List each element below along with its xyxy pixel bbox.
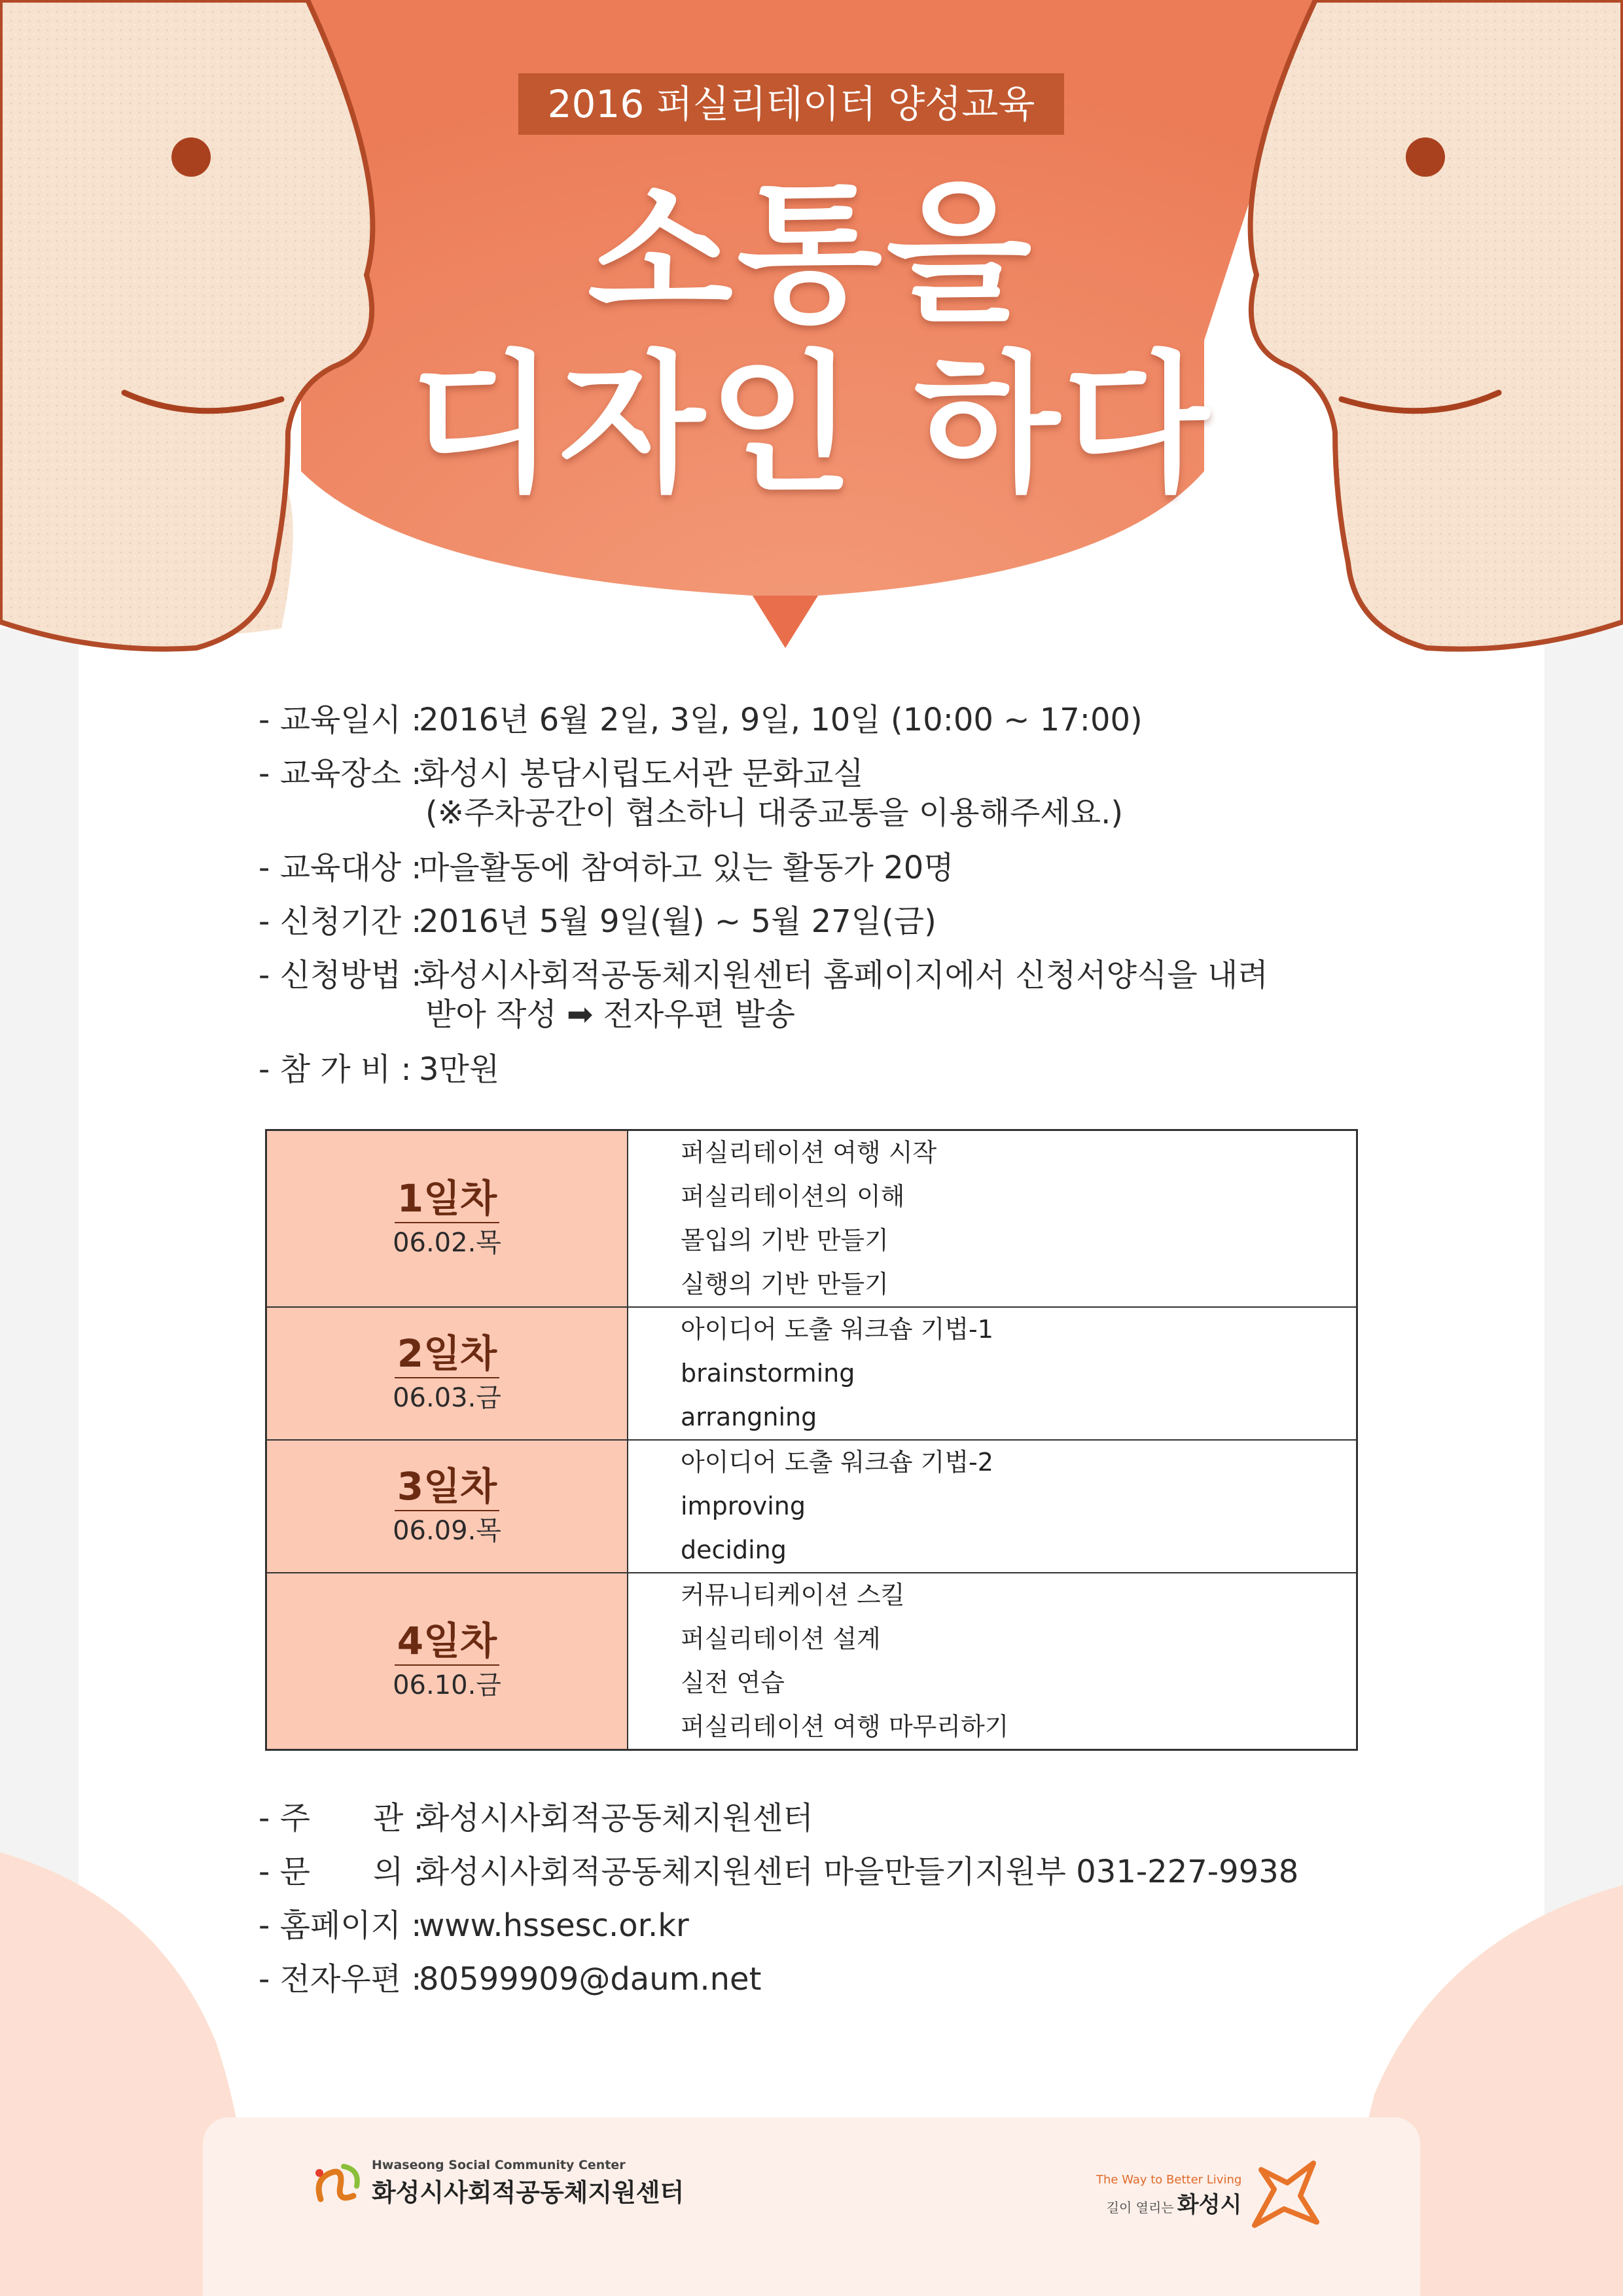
center-logo: [308, 2153, 684, 2212]
schedule-item: 퍼실리테이션 설계: [681, 1624, 881, 1653]
schedule-table: [265, 1129, 1358, 1751]
contact-label: - 홈페이지 :: [259, 1907, 422, 1944]
info-location-note: (※주차공간이 협소하니 대중교통을 이용해주세요.): [425, 795, 1124, 831]
day-number: 2일차: [395, 1330, 499, 1378]
schedule-item: improving: [681, 1492, 806, 1520]
city-logo-small: 길이 열리는: [1106, 2200, 1174, 2215]
info-value: 2016년 6월 2일, 3일, 9일, 10일 (10:00 ~ 17:00): [419, 702, 1143, 738]
main-title-line1: 소통을: [587, 168, 1036, 342]
schedule-item: deciding: [681, 1535, 787, 1564]
info-period: [259, 902, 936, 941]
schedule-item: 퍼실리테이션 여행 시작: [681, 1138, 937, 1167]
center-logo-icon: [308, 2153, 366, 2212]
schedule-item: 실행의 기반 만들기: [681, 1270, 889, 1299]
email-link[interactable]: 80599909@daum.net: [419, 1961, 762, 1998]
contact-label: - 전자우편 :: [259, 1961, 422, 1998]
schedule-item: arrangning: [681, 1403, 817, 1431]
items-cell: [628, 1573, 1357, 1750]
info-method-line2: 받아 작성 ➡ 전자우편 발송: [425, 996, 795, 1033]
info-value: 2016년 5월 9일(월) ~ 5월 27일(금): [419, 903, 936, 940]
info-label: - 신청방법 :: [259, 957, 422, 994]
city-logo-icon: [1248, 2160, 1320, 2232]
day-date: 06.03.금: [393, 1382, 501, 1413]
schedule-row: [266, 1307, 1357, 1440]
day-cell: [266, 1307, 628, 1440]
day-number: 1일차: [395, 1175, 499, 1223]
subtitle-banner: 2016 퍼실리테이터 양성교육: [518, 73, 1064, 135]
center-logo-en: Hwaseong Social Community Center: [372, 2157, 626, 2172]
info-value: 화성시 봉담시립도서관 문화교실: [419, 755, 864, 792]
day-cell: [266, 1573, 628, 1750]
day-date: 06.10.금: [393, 1670, 501, 1700]
items-cell: [628, 1307, 1357, 1440]
info-method: [259, 956, 1268, 995]
city-logo: [1096, 2160, 1320, 2232]
info-label: - 교육대상 :: [259, 850, 422, 886]
schedule-item: 실전 연습: [681, 1668, 785, 1697]
info-target: [259, 848, 954, 888]
info-location: [259, 754, 864, 793]
info-value: 3만원: [419, 1051, 500, 1088]
items-cell: [628, 1440, 1357, 1573]
info-label: - 교육장소 :: [259, 755, 422, 792]
info-label: - 신청기간 :: [259, 903, 422, 940]
center-logo-ko: 화성시사회적공동체지원센터: [372, 2178, 685, 2207]
info-fee: [259, 1050, 500, 1089]
contact-label: - 문 의 :: [259, 1854, 424, 1890]
schedule-row: [266, 1130, 1357, 1308]
schedule-item: 몰입의 기반 만들기: [681, 1226, 889, 1255]
day-cell: [266, 1440, 628, 1573]
contact-value: 화성시사회적공동체지원센터: [419, 1800, 813, 1837]
schedule-item: 커뮤니티케이션 스킬: [681, 1581, 905, 1609]
schedule-item: 아이디어 도출 워크숍 기법-2: [681, 1448, 993, 1477]
items-cell: [628, 1130, 1357, 1308]
day-number: 4일차: [395, 1617, 499, 1666]
info-value: 마을활동에 참여하고 있는 활동가 20명: [419, 850, 954, 886]
info-label: - 참 가 비 :: [259, 1051, 412, 1088]
info-date: [259, 700, 1143, 740]
schedule-item: 퍼실리테이션의 이해: [681, 1182, 905, 1211]
info-label: - 교육일시 :: [259, 702, 422, 738]
schedule-row: [266, 1573, 1357, 1750]
day-number: 3일차: [395, 1463, 499, 1511]
schedule-row: [266, 1440, 1357, 1573]
contact-email: [259, 1960, 762, 1999]
contact-host: [259, 1799, 813, 1838]
day-cell: [266, 1130, 628, 1308]
day-date: 06.02.목: [393, 1228, 501, 1258]
homepage-link[interactable]: www.hssesc.or.kr: [419, 1907, 689, 1944]
schedule-item: brainstorming: [681, 1359, 855, 1388]
city-logo-en: The Way to Better Living: [1096, 2173, 1242, 2187]
contact-value: 화성시사회적공동체지원센터 마을만들기지원부 031-227-9938: [419, 1854, 1299, 1890]
schedule-item: 퍼실리테이션 여행 마무리하기: [681, 1712, 1009, 1741]
city-logo-ko: 화성시: [1177, 2192, 1242, 2218]
contact-homepage: [259, 1906, 689, 1945]
contact-inquiry: [259, 1852, 1299, 1892]
schedule-item: 아이디어 도출 워크숍 기법-1: [681, 1315, 993, 1344]
info-value: 화성시사회적공동체지원센터 홈페이지에서 신청서양식을 내려: [419, 957, 1268, 994]
day-date: 06.09.목: [393, 1515, 501, 1546]
contact-label: - 주 관 :: [259, 1800, 424, 1837]
main-title-line2: 디자인 하다: [410, 338, 1213, 512]
